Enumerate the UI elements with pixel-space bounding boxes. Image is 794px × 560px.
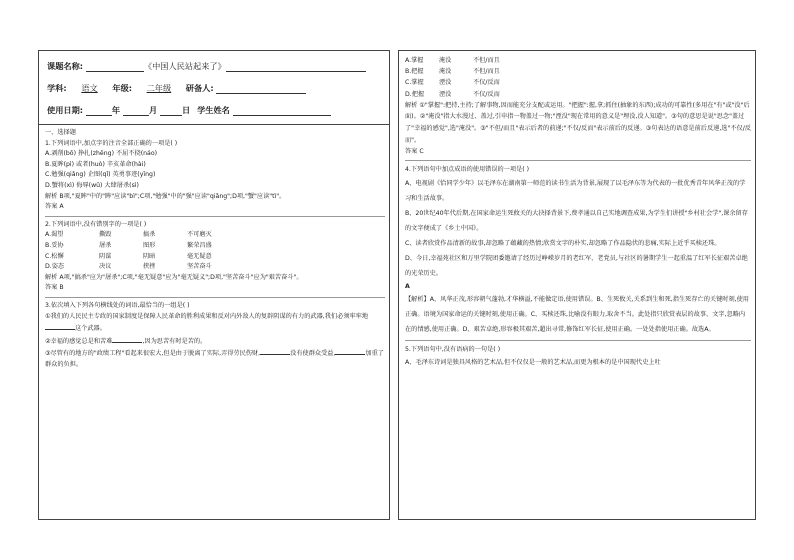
q3-option-c: C.掌握 湮没 不仅/反而 bbox=[405, 79, 500, 87]
q4-option-b: B、20世纪40年代后期,在国家命运生死攸关的大抉择背景下,费孝通以自己实地调查成果,为学生们讲授"乡村社会学",课余留存的文字便成了《乡土中国》。 bbox=[405, 209, 748, 232]
section-title: 一、选择题 bbox=[45, 129, 76, 136]
right-column bbox=[398, 50, 756, 520]
q2-option-c: C.松懈 阴谋 阴暗 毫无疑意 bbox=[45, 252, 212, 260]
q3-sentence-1: ①我们的人民民主专政的国家制度是保障人民革命的胜利成果和反对内外敌人的复辟阴谋的有力的武器,我们必须牢牢地这个武器。 bbox=[45, 312, 369, 333]
q1-option-d: D.蟹将(xì) 侮辱(wǔ) 大肆屠杀(sì) bbox=[45, 181, 139, 189]
q3-analysis: 解析 ①"掌握":把持,主持;了解事物,因而能充分支配或运用。"把握":握,拿;抓住(抽象的东西);成功的可靠性(多用在"有"或"没"后面)。②"淹没"指大水漫过、盖过,引申指一物盖过一物;"湮没"现在常用的意义是"埋没,没人知道"。③句的意思是说"思念"盖过了"幸福的感觉",选"淹没"。③"不但/而且"表示后者的前递;"不仅/反而"表示前后的反递。③句表达的语意是前后反递,选"不仅/反而"。 bbox=[405, 101, 751, 144]
left-content bbox=[39, 125, 389, 370]
q1-answer: 答案 A bbox=[45, 203, 64, 211]
q3-sentence-2: ②幸福的感觉总是和苦难 ,因为思苦有时是苦的。 bbox=[45, 335, 385, 348]
q1-option-c: C.勉强(qiǎng) 企图(qǐ) 英勇事迹(yīng) bbox=[45, 171, 156, 179]
q1-option-b: B.夏眸(pì) 或者(huò) 辛亥革命(hài) bbox=[45, 160, 146, 168]
q2-stem: 2.下列词语中,没有错别字的一项是( ) bbox=[45, 220, 147, 228]
course-row bbox=[47, 59, 366, 72]
grade-value: 二年级 bbox=[146, 83, 172, 93]
course-value: 《中国人民站起来了》 bbox=[143, 61, 226, 71]
q5-option-a: A、毛泽东诗词是独具风格的艺术品,但不仅仅是一般的艺术品,而更为根本的是中国现代史上吐 bbox=[405, 359, 661, 366]
course-label: 课题名称: bbox=[47, 61, 84, 71]
q3-sentence-3: ③尽管有的地方的"政绩工程"看起来很宏大,但是由于脱离了实际,弄得劳民伤财, 没有使群众受益, 加重了群众的负担。 bbox=[45, 347, 385, 370]
year-label: 年 bbox=[111, 105, 121, 115]
q1-stem: 1.下列词语中,加点字的注音全部正确的一项是( ) bbox=[45, 139, 178, 147]
student-name-label: 学生姓名 bbox=[197, 105, 230, 115]
q2-analysis: 解析 A项,"搞杀"应为"屠杀";C项,"毫无疑意"应为"毫无疑义";D项,"坚苦奋斗"应为"艰苦奋斗"。 bbox=[45, 273, 303, 281]
day-label: 日 bbox=[182, 105, 191, 115]
right-content bbox=[399, 51, 755, 370]
q4-option-c: C、读者欣赏作品清新的故事,却忽略了蕴藏的热情;欣赏文字的朴实,却忽略了作品隐伏的悲痛,实际上近乎买椟还珠。 bbox=[405, 239, 721, 247]
q4-answer: A bbox=[405, 282, 410, 290]
subject-label: 学科: bbox=[47, 83, 67, 93]
subject-value: 语文 bbox=[81, 83, 98, 93]
q1-option-a: A.剥削(bō) 挣扎(zhēng) 不屈不挠(náo) bbox=[45, 150, 158, 158]
q2-option-a: A.渴望 撕毁 搞杀 不可磨灭 bbox=[45, 231, 212, 239]
worksheet-page bbox=[38, 50, 756, 520]
header-block bbox=[39, 51, 389, 125]
q4-option-d: D、今日,幸福苑社区和万里学院团委邀请了经历过峥嵘岁月的老红军、老党员,与社区的暑期学生一起重温了红军长征艰苦卓绝的光荣历史。 bbox=[405, 254, 748, 277]
date-label: 使用日期: bbox=[47, 105, 84, 115]
grade-label: 年级: bbox=[112, 83, 133, 93]
q2-option-b: B.妥协 屠杀 图形 繁荣昌盛 bbox=[45, 241, 212, 249]
q2-option-d: D.姿态 决议 挟挫 坚苦奋斗 bbox=[45, 263, 212, 271]
q2-answer: 答案 B bbox=[45, 284, 64, 292]
q5-stem: 5.下列语句中,没有语病的一句是( ) bbox=[405, 345, 501, 353]
q4-analysis: 【解析】A、风华正茂,形容朝气蓬勃,才华横溢,不能做定语,使用错误。B、生死攸关,关系到生和死,指生死存亡的关键时刻,使用正确。语境为国家命运的关键时刻,使用正确。C、买椟还珠,比喻没有眼力,取舍不当。此处指只欣赏表层的故事、文字,忽略内在的情感,使用正确。D、艰苦卓绝,形容极其艰苦,超出寻常,修饰红军长征,使用正确。一处处指使用正确。故选A。 bbox=[405, 295, 749, 333]
q3-option-d: D.把握 湮没 不仅/反而 bbox=[405, 90, 500, 98]
date-row bbox=[47, 103, 331, 116]
subject-row bbox=[47, 81, 306, 94]
q3-stem: 3.依次填入下列各句横线处的词语,最恰当的一组是( ) bbox=[45, 301, 190, 309]
q4-option-a: A、电视剧《恰同学少年》以毛泽东在湖南第一师范的读书生活为背景,展现了以毛泽东等为代表的一批优秀青年风华正茂的学习和生活故事。 bbox=[405, 179, 746, 202]
month-label: 月 bbox=[148, 105, 158, 115]
left-column bbox=[38, 50, 390, 520]
q3-option-a: A.掌握 淹没 不但/而且 bbox=[405, 57, 500, 64]
preparer-label: 研备人: bbox=[185, 83, 214, 93]
q1-analysis: 解析 B项,"夏眸"中的"眸"应读"bì";C项,"勉强"中的"强"应读"qiǎng";D项,"蟹"应读"tì"。 bbox=[45, 192, 286, 200]
q4-stem: 4.下列语句中加点成语的使用错误的一项是( ) bbox=[405, 166, 530, 174]
q3-option-b: B.把握 淹没 不但/而且 bbox=[405, 68, 500, 76]
q3-answer: 答案 C bbox=[405, 148, 424, 156]
